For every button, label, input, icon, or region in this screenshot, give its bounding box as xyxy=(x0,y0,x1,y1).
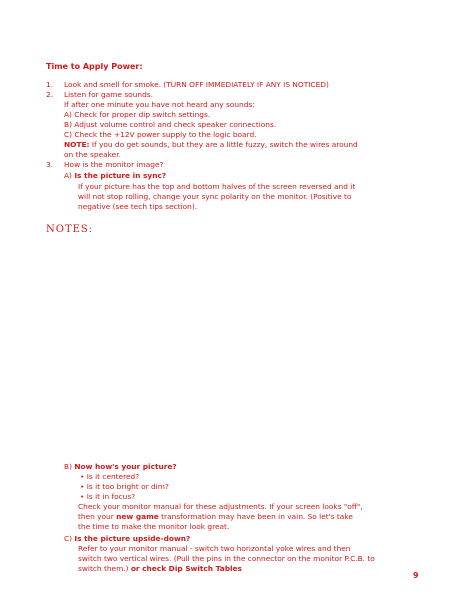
note-text: If you do get sounds, but they are a little fuzzy, switch the wires around xyxy=(89,140,358,149)
section-b-bullet-1: • Is it centered? xyxy=(80,472,140,481)
note-label: NOTE: xyxy=(64,140,90,149)
section-title: Time to Apply Power: xyxy=(46,62,143,71)
step-3-a-body-2: will not stop rolling, change your sync polarity on the monitor. (Positive to xyxy=(78,192,352,201)
step-1-number: 1. xyxy=(46,80,54,89)
step-3-a-body-1: If your picture has the top and bottom halves of the screen reversed and it xyxy=(78,182,356,191)
step-2-note xyxy=(64,140,358,149)
section-b-body-3: the time to make the monitor look great. xyxy=(78,522,230,531)
section-b-body-1: Check your monitor manual for these adjustments. If your screen looks "off", xyxy=(78,502,363,511)
section-c-body-3-pre: switch them.) xyxy=(78,564,131,573)
section-b-body-2 xyxy=(78,512,353,521)
section-c-title: Is the picture upside-down? xyxy=(74,534,191,543)
section-b-prefix: B) xyxy=(64,462,72,471)
section-b-heading xyxy=(64,462,177,471)
step-2-item-a: A) Check for proper dip switch settings. xyxy=(64,110,211,119)
step-3-text: How is the monitor image? xyxy=(64,160,164,169)
step-3-a-body-3: negative (see tech tips section). xyxy=(78,202,198,211)
step-2-note-cont: on the speaker. xyxy=(64,150,121,159)
notes-label: NOTES: xyxy=(46,224,94,235)
step-3-item-a-heading xyxy=(64,171,166,180)
new-game-emphasis: new game xyxy=(116,512,159,521)
step-2-item-b: B) Adjust volume control and check speaker connections. xyxy=(64,120,277,129)
section-b-bullet-3: • Is it in focus? xyxy=(80,492,136,501)
step-1-text: Look and smell for smoke. (TURN OFF IMMEDIATELY IF ANY IS NOTICED) xyxy=(64,80,329,89)
step-3-a-title: Is the picture in sync? xyxy=(74,171,167,180)
step-2-intro: If after one minute you have not heard any sounds: xyxy=(64,100,255,109)
section-c-body-1: Refer to your monitor manual - switch two horizontal yoke wires and then xyxy=(78,544,351,553)
section-c-body-3 xyxy=(78,564,242,573)
section-b-body-2-post: transformation may have been in vain. So let's take xyxy=(158,512,353,521)
step-3-number: 3. xyxy=(46,160,54,169)
section-c-body-2: switch two vertical wires. (Pull the pins in the connector on the monitor P.C.B. to xyxy=(78,554,375,563)
section-b-title: Now how's your picture? xyxy=(74,462,177,471)
section-c-heading xyxy=(64,534,190,543)
step-2-item-c: C) Check the +12V power supply to the logic board. xyxy=(64,130,257,139)
step-2-text: Listen for game sounds. xyxy=(64,90,153,99)
step-3-a-prefix: A) xyxy=(64,171,72,180)
page-number: 9 xyxy=(413,571,419,580)
section-b-bullet-2: • Is it too bright or dim? xyxy=(80,482,169,491)
dip-switch-reference: or check Dip Switch Tables xyxy=(130,564,242,573)
step-2-number: 2. xyxy=(46,90,54,99)
section-b-body-2-pre: then your xyxy=(78,512,117,521)
section-c-prefix: C) xyxy=(64,534,73,543)
